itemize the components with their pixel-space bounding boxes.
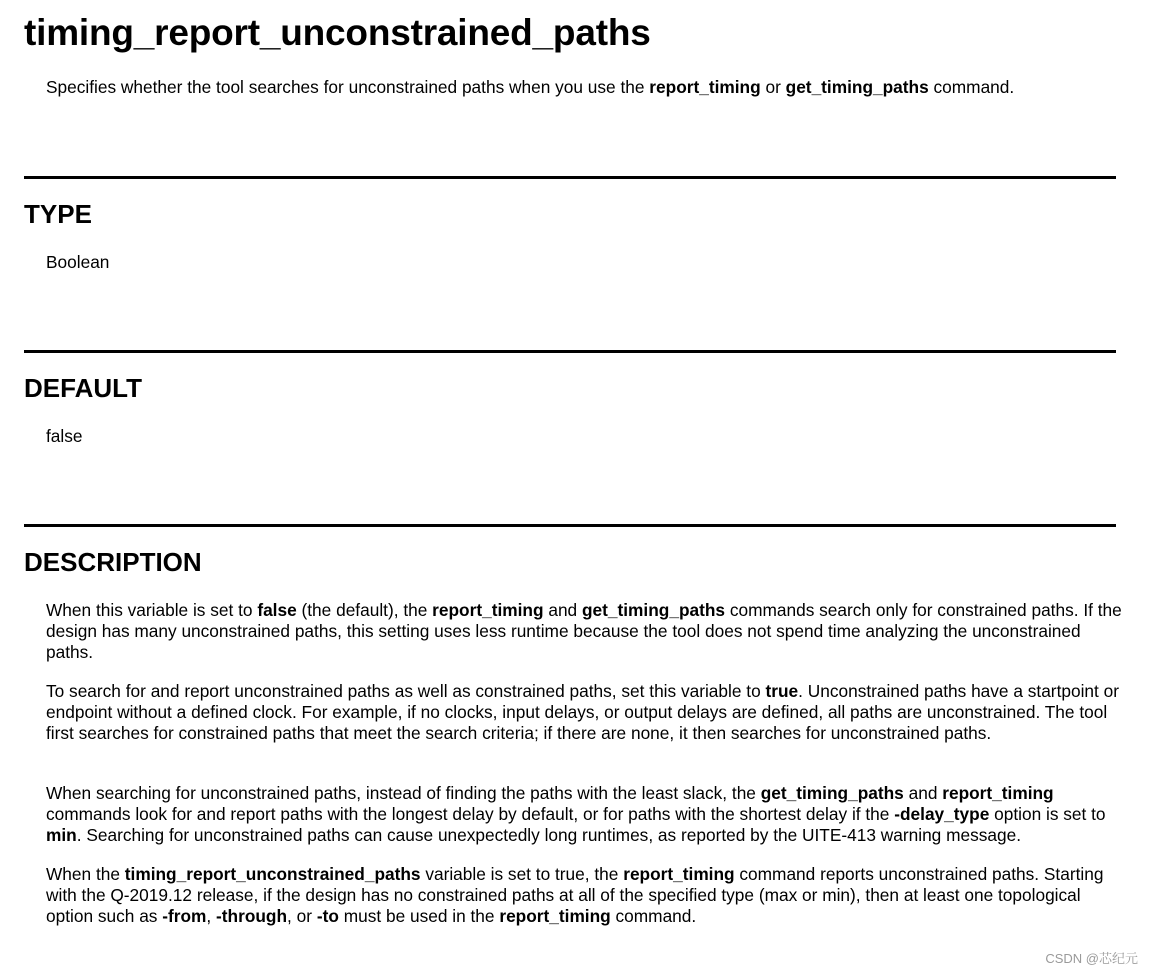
keyword: min [46, 825, 77, 845]
default-heading: DEFAULT [24, 373, 142, 403]
default-value: false [46, 426, 83, 446]
summary-text: Specifies whether the tool searches for unconstrained paths when you use the report_timing or get_timing_paths command. [46, 77, 1015, 97]
watermark: CSDN @芯纪元 [1045, 951, 1138, 966]
keyword: report_timing [623, 864, 735, 884]
keyword: report_timing [649, 77, 761, 97]
keyword: true [765, 681, 799, 701]
description-paragraph-4: When the timing_report_unconstrained_paths variable is set to true, the report_timing command reports unconstrained paths. Starting with the Q-2019.12 release, if the design has no constrained paths at all of the specified type (max or min), then at least one topological option such as -from, -through, or -to must be used in the report_timing command. [46, 864, 1104, 926]
keyword: report_timing [432, 600, 544, 620]
keyword: report_timing [499, 906, 611, 926]
keyword: get_timing_paths [581, 600, 726, 620]
description-paragraph-3: When searching for unconstrained paths, instead of finding the paths with the least slack, the get_timing_paths and report_timing commands look for and report paths with the longest delay by default, or for paths with the shortest delay if the -delay_type option is set to min. Searching for unconstrained paths can cause unexpectedly long runtimes, as reported by the UITE-413 warning message. [46, 783, 1106, 845]
description-paragraph-1: When this variable is set to false (the default), the report_timing and get_timing_paths commands search only for constrained paths. If the design has many unconstrained paths, this setting uses less runtime because the tool does not spend time analyzing the unconstrained paths. [46, 600, 1122, 662]
keyword: get_timing_paths [760, 783, 904, 803]
type-heading: TYPE [24, 199, 92, 229]
section-divider [24, 176, 1116, 179]
keyword: report_timing [942, 783, 1054, 803]
keyword: -through [216, 906, 288, 926]
type-value: Boolean [46, 252, 110, 272]
section-divider [24, 524, 1116, 527]
keyword: false [257, 600, 297, 620]
keyword: -delay_type [894, 804, 990, 824]
keyword: get_timing_paths [785, 77, 929, 97]
keyword: -to [316, 906, 339, 926]
keyword: -from [162, 906, 207, 926]
description-heading: DESCRIPTION [24, 547, 202, 577]
description-paragraph-2: To search for and report unconstrained paths as well as constrained paths, set this variable to true. Unconstrained paths have a startpoint or endpoint without a defined clock. For example, if no clocks, input delays, or output delays are defined, all paths are unconstrained. The tool first searches for constrained paths that meet the search criteria; if there are none, it then searches for unconstrained paths. [46, 681, 1120, 743]
keyword: timing_report_unconstrained_paths [124, 864, 421, 884]
section-divider [24, 350, 1116, 353]
page-title: timing_report_unconstrained_paths [24, 12, 651, 53]
